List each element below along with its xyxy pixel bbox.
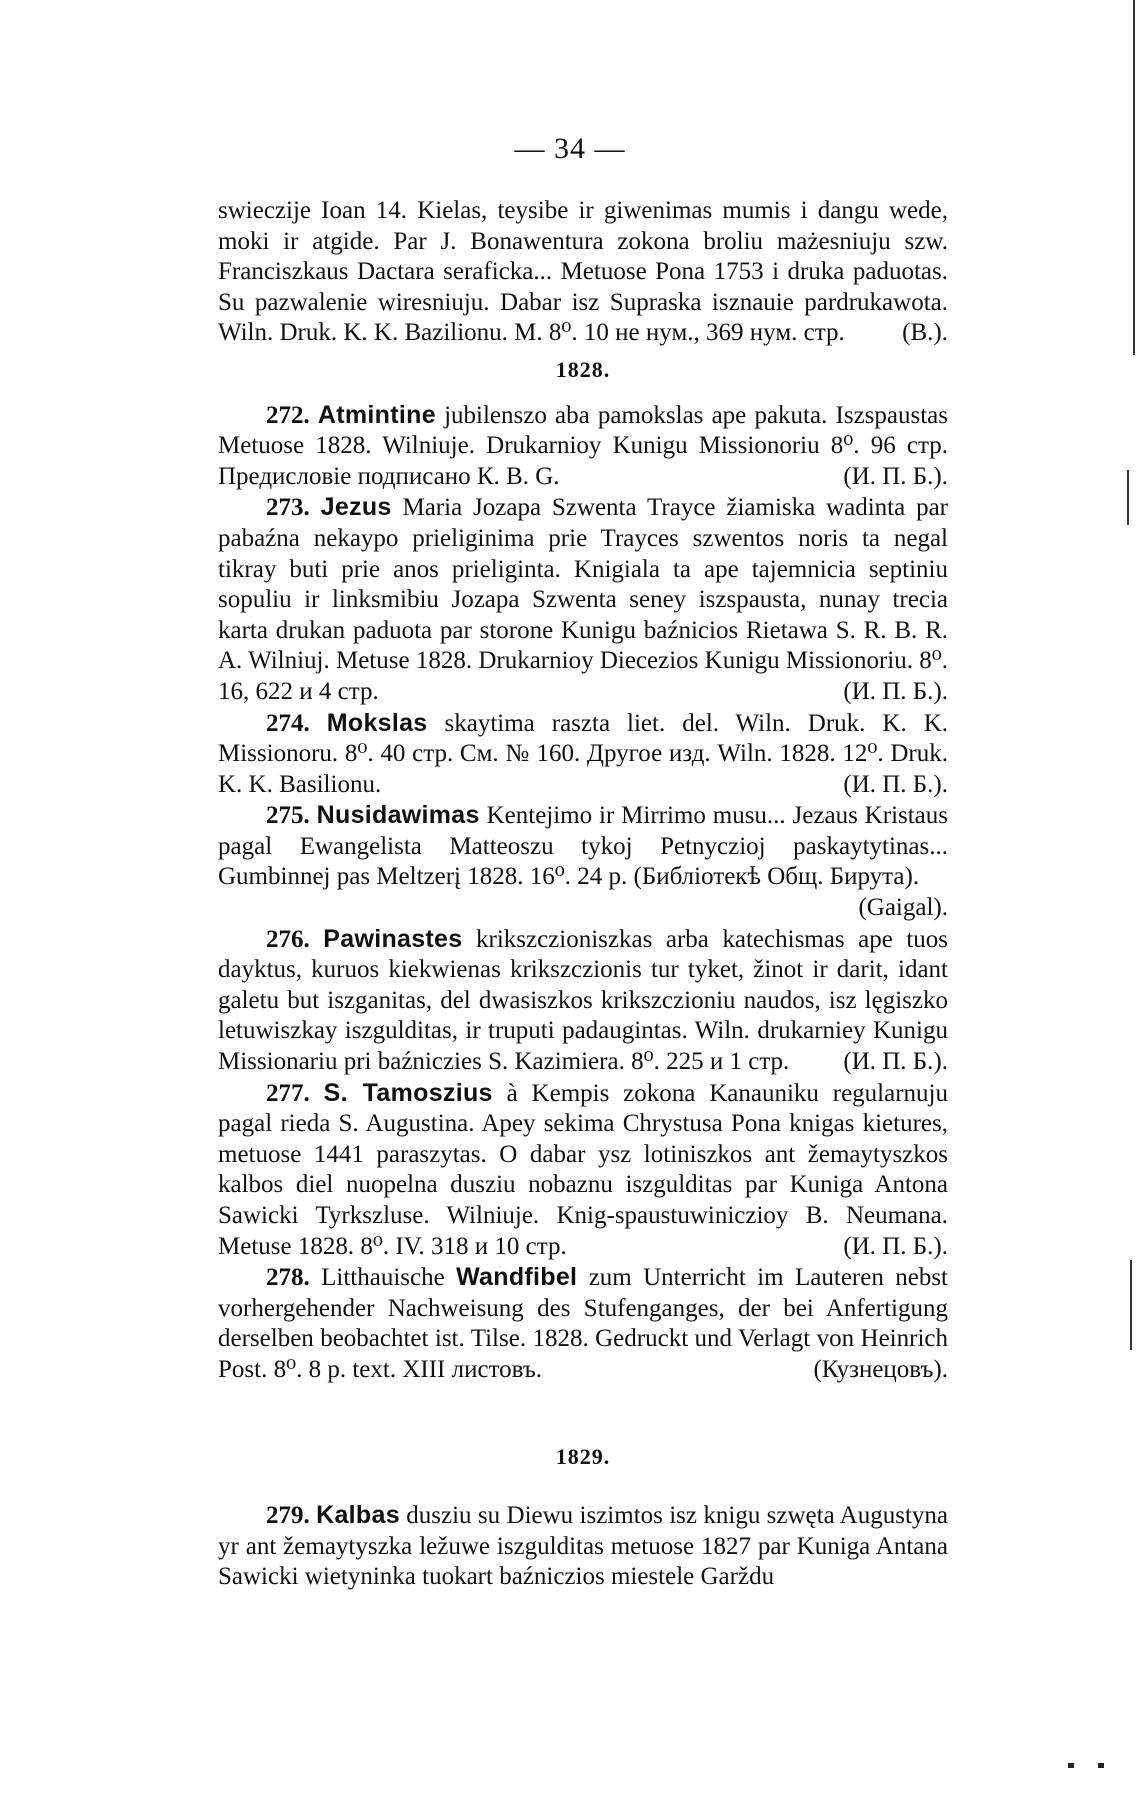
entry-title: Pawinastes: [323, 924, 463, 953]
page-body: [218, 196, 948, 1593]
entry-number: 276.: [266, 925, 310, 953]
entry-source: (Кузнецовъ).: [813, 1355, 948, 1383]
entry-source: (И. П. Б.).: [843, 1048, 948, 1076]
entry-title: Jezus: [320, 493, 392, 522]
entry-278: [218, 1262, 948, 1385]
entry-274: [218, 708, 948, 801]
scan-speck: [1068, 1763, 1074, 1768]
entry-body: krikszczioniszkas arba katechismas ape tuos dayktus, kuruos kiekwienas krikszczionis tur tyket, žinot ir darit, idant galetu but iszganitas, del dwasiszkos krikszczioniu naudos, isz lęgiszko letuwiszkay iszgulditas, ir truputi padaugintas. Wiln. drukarniey Kunigu Missionariu pri baźniczies S. Kazimiera. 8⁰. 225 и 1 стр.: [218, 925, 948, 1076]
entry-title: Mokslas: [326, 708, 428, 737]
entry-273: [218, 492, 948, 707]
entry-276: [218, 924, 948, 1078]
entry-number: 274.: [266, 709, 310, 737]
entry-source: (И. П. Б.).: [843, 462, 948, 490]
entry-source: (Gaigal).: [858, 894, 948, 922]
intro-text: swieczije Ioan 14. Kielas, teysibe ir giwenimas mumis i dangu wede, moki ir atgide. Par J. Bonawentura zokona broliu mażesniuju szw. Franciszkaus Dactara seraficka... Metuose Pona 1753 i druka paduotas. Su pazwalenie wiresniuju. Dabar isz Supraska isznauie pardrukawota. Wiln. Druk. K. K. Bazilionu. M. 8⁰. 10 не нум., 369 нум. стр.: [218, 197, 948, 347]
entry-279: [218, 1500, 948, 1593]
page-number: — 34 —: [514, 132, 626, 165]
entry-title: S. Tamoszius: [323, 1078, 493, 1107]
entry-number: 279.: [266, 1502, 310, 1530]
entry-272: [218, 400, 948, 493]
scan-speck: [1098, 1763, 1104, 1768]
entry-title: Nusidawimas: [316, 801, 480, 830]
entry-body: à Kempis zokona Kanauniku regularnuju pagal rieda S. Augustina. Apey sekima Chrystusa Pona knigas kietures, metuose 1441 paraszytas. O dabar ysz lotiniszkos ant žemaytyszkos kalbos diel nuopelna dusziu nobaznu iszgulditas par Kuniga Antona Sawicki Tyrkszluse. Wilniuje. Knig-spaustuwiniczioy B. Neumana. Metuse 1828. 8⁰. IV. 318 и 10 стр.: [218, 1079, 948, 1260]
entry-source: (И. П. Б.).: [843, 677, 948, 705]
entry-number: 278.: [266, 1264, 310, 1292]
scan-edge-line: [1133, 0, 1135, 355]
entry-number: 275.: [266, 802, 310, 830]
entry-title: Wandfibel: [456, 1263, 578, 1292]
entry-number: 273.: [266, 494, 310, 522]
entry-source: (И. П. Б.).: [843, 1232, 948, 1260]
entry-pre-title: Litthauische: [309, 1264, 457, 1292]
entry-body: skaytima raszta liet. del. Wiln. Druk. K. K. Missionoru. 8⁰. 40 стр. См. № 160. Другое изд. Wiln. 1828. 12⁰. Druk. K. K. Basilionu.: [218, 709, 949, 798]
intro-source: (В.).: [902, 319, 948, 347]
entry-title: Atmintine: [317, 400, 436, 429]
scan-edge-line: [1130, 1260, 1132, 1350]
entry-body: zum Unterricht im Lauteren nebst vorhergehender Nachweisung des Stufenganges, der bei Anfertigung derselben beobachtet ist. Tilse. 1828. Gedruckt und Verlagt von Heinrich Post. 8⁰. 8 p. text. XIII листовъ.: [218, 1264, 948, 1383]
entry-title: Kalbas: [316, 1501, 400, 1530]
entry-number: 277.: [266, 1079, 310, 1107]
year-heading-1828: 1828.: [555, 356, 611, 382]
entry-body: jubilenszo aba pamokslas ape pakuta. Iszspaustas Metuose 1828. Wilniuje. Drukarnioy Kunigu Missionoriu 8⁰. 96 стр. Предисловіе подписано К. В. G.: [218, 401, 948, 490]
year-heading-1829: 1829.: [555, 1443, 611, 1469]
entry-number: 272.: [266, 401, 310, 429]
scan-edge-line: [1127, 470, 1129, 525]
entry-body: dusziu su Diewu iszimtos isz knigu szwęta Augustyna yr ant žemaytyszka ležuwe iszgulditas metuose 1827 par Kuniga Antana Sawicki wietyninka tuokart baźniczios miestele Garždu: [218, 1502, 949, 1591]
intro-paragraph: [218, 196, 948, 349]
entry-277: [218, 1078, 948, 1263]
entry-275: [218, 800, 948, 923]
entry-source: (И. П. Б.).: [843, 770, 948, 798]
entry-body: Maria Jozapa Szwenta Trayce žiamiska wadinta par pabaźna nekaypo prieliginima prie Trayces szwentos noris ta negal tikray buti prie anos prieliginta. Knigiala ta ape tajemnicia septiniu sopuliu ir linksmibiu Jozapa Szwenta seney iszspausta, nunay trecia karta drukan paduota par storone Kunigu baźnicios Rietawa S. R. B. R. A. Wilniuj. Metuse 1828. Drukarnioy Diecezios Kunigu Missionoriu. 8⁰. 16, 622 и 4 стр.: [218, 494, 949, 705]
entry-body: Kentejimo ir Mirrimo musu... Jezaus Kristaus pagal Ewangelista Matteoszu tykoj Petnycziој paskaytytinas... Gumbinnej pas Meltzerį 1828. 16⁰. 24 p. (Библіотекѣ Общ. Бирута).: [218, 802, 949, 891]
